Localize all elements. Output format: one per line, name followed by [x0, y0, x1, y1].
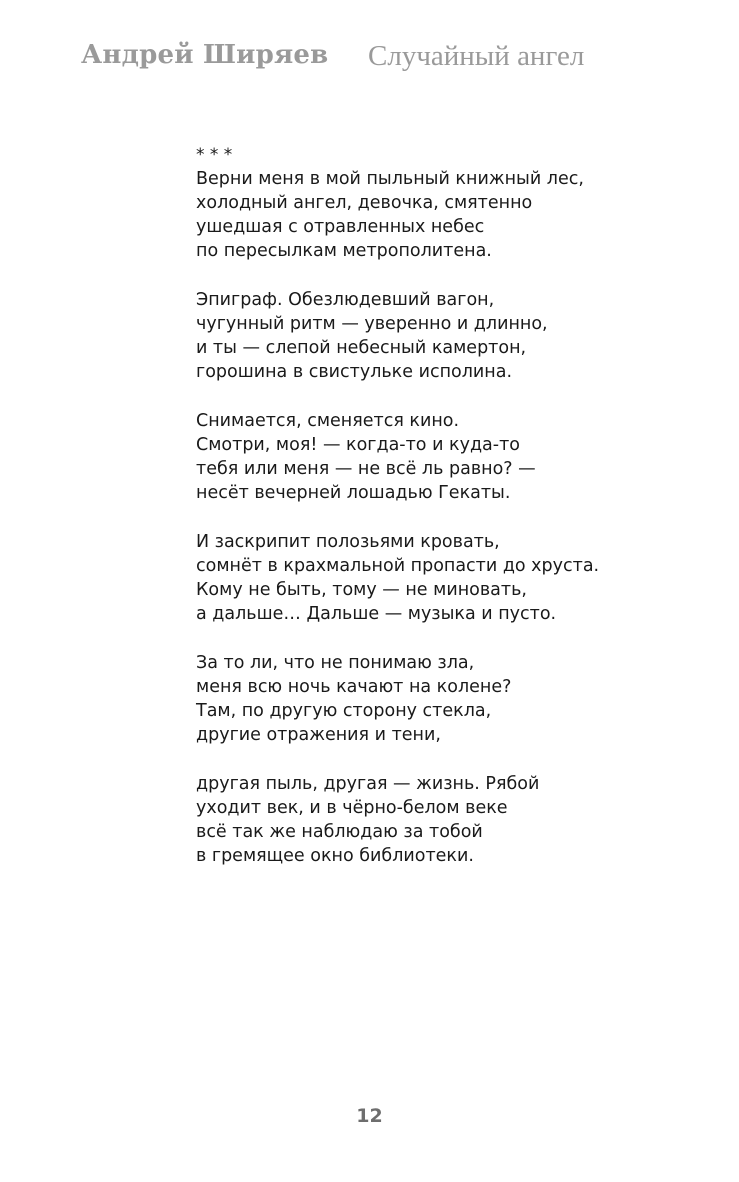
poem-line: сомнёт в крахмальной пропасти до хруста.: [196, 556, 600, 576]
stanza-4: [196, 530, 696, 626]
poem-line: и ты — слепой небесный камертон,: [196, 338, 527, 358]
poem-separator: * * *: [196, 145, 233, 165]
poem-line: другая пыль, другая — жизнь. Рябой: [196, 774, 540, 794]
poem-line: Снимается, сменяется кино.: [196, 411, 460, 431]
header-author: Андрей Ширяев: [81, 40, 329, 70]
poem-line: Кому не быть, тому — не миновать,: [196, 580, 527, 600]
poem-line: холодный ангел, девочка, смятенно: [196, 193, 533, 213]
poem-line: а дальше… Дальше — музыка и пусто.: [196, 604, 557, 624]
stanza-2: [196, 288, 696, 384]
poem-line: горошина в свистульке исполина.: [196, 362, 513, 382]
running-header: [0, 40, 739, 80]
poem-line: За то ли, что не понимаю зла,: [196, 653, 475, 673]
poem-line: в гремящее окно библиотеки.: [196, 846, 474, 866]
page-number: 12: [356, 1105, 383, 1127]
poem-line: Верни меня в мой пыльный книжный лес,: [196, 169, 584, 189]
poem-line: Смотри, моя! — когда-то и куда-то: [196, 435, 520, 455]
poem-line: ушедшая с отравленных небес: [196, 217, 485, 237]
poem: [196, 143, 696, 893]
header-book-title: Случайный ангел: [368, 40, 585, 72]
poem-line: Там, по другую сторону стекла,: [196, 701, 492, 721]
stanza-5: [196, 651, 696, 747]
poem-line: тебя или меня — не всё ль равно? —: [196, 459, 536, 479]
stanza-3: [196, 409, 696, 505]
poem-line: другие отражения и тени,: [196, 725, 441, 745]
poem-line: по пересылкам метрополитена.: [196, 241, 492, 261]
stanza-6: [196, 772, 696, 868]
poem-line: И заскрипит полозьями кровать,: [196, 532, 500, 552]
poem-line: всё так же наблюдаю за тобой: [196, 822, 483, 842]
poem-line: Эпиграф. Обезлюдевший вагон,: [196, 290, 495, 310]
poem-line: уходит век, и в чёрно-белом веке: [196, 798, 508, 818]
poem-line: несёт вечерней лошадью Гекаты.: [196, 483, 511, 503]
poem-line: меня всю ночь качают на колене?: [196, 677, 512, 697]
poem-line: чугунный ритм — уверенно и длинно,: [196, 314, 548, 334]
stanza-1: [196, 167, 696, 263]
